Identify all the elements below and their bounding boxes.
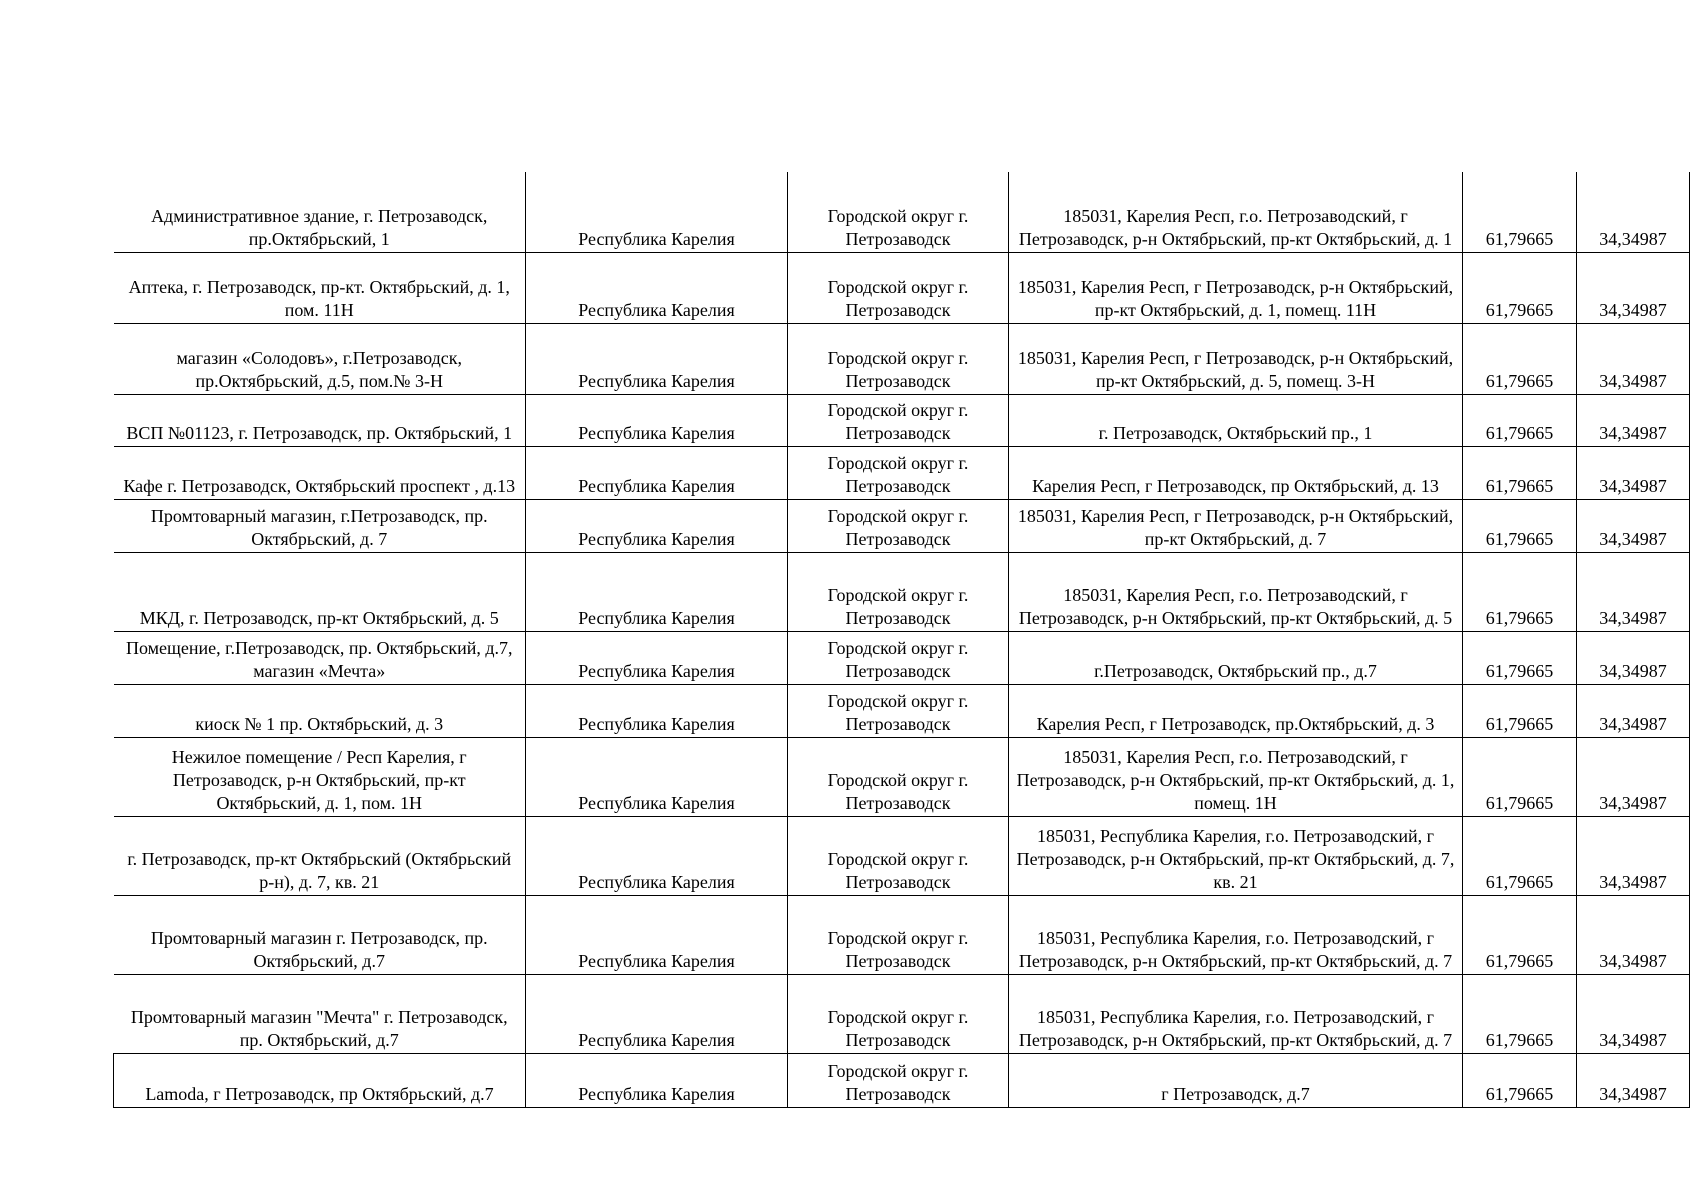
municipality-cell: Городской округ г. Петрозаводск: [788, 172, 1009, 252]
longitude-cell: 34,34987: [1577, 1053, 1690, 1107]
address-cell: 185031, Карелия Респ, г.о. Петрозаводский, г Петрозаводск, р-н Октябрьский, пр-кт Октябрьский, д. 5: [1009, 552, 1463, 631]
address-cell: г.Петрозаводск, Октябрьский пр., д.7: [1009, 631, 1463, 684]
table-row: [114, 172, 1690, 252]
longitude-cell: 34,34987: [1577, 895, 1690, 974]
latitude-cell: 61,79665: [1463, 631, 1577, 684]
municipality-cell: Городской округ г. Петрозаводск: [788, 446, 1009, 499]
municipality-cell: Городской округ г. Петрозаводск: [788, 252, 1009, 323]
longitude-cell: 34,34987: [1577, 816, 1690, 895]
longitude-cell: 34,34987: [1577, 323, 1690, 394]
address-cell: 185031, Карелия Респ, г Петрозаводск, р-н Октябрьский, пр-кт Октябрьский, д. 7: [1009, 499, 1463, 552]
municipality-cell: Городской округ г. Петрозаводск: [788, 552, 1009, 631]
longitude-cell: 34,34987: [1577, 974, 1690, 1053]
longitude-cell: 34,34987: [1577, 631, 1690, 684]
latitude-cell: 61,79665: [1463, 1053, 1577, 1107]
longitude-cell: 34,34987: [1577, 499, 1690, 552]
region-cell: Республика Карелия: [526, 1053, 788, 1107]
address-cell: г. Петрозаводск, Октябрьский пр., 1: [1009, 394, 1463, 446]
region-cell: Республика Карелия: [526, 895, 788, 974]
address-cell: 185031, Карелия Респ, г.о. Петрозаводский, г Петрозаводск, р-н Октябрьский, пр-кт Октябрьский, д. 1: [1009, 172, 1463, 252]
table-row: [114, 252, 1690, 323]
table-row: [114, 684, 1690, 737]
table-row: [114, 552, 1690, 631]
table-row: [114, 816, 1690, 895]
table-row: [114, 1053, 1690, 1107]
table-row: [114, 737, 1690, 816]
latitude-cell: 61,79665: [1463, 172, 1577, 252]
region-cell: Республика Карелия: [526, 631, 788, 684]
longitude-cell: 34,34987: [1577, 446, 1690, 499]
object-name-cell: киоск № 1 пр. Октябрьский, д. 3: [114, 684, 526, 737]
table-row: [114, 323, 1690, 394]
region-cell: Республика Карелия: [526, 684, 788, 737]
address-cell: 185031, Карелия Респ, г Петрозаводск, р-н Октябрьский, пр-кт Октябрьский, д. 1, помещ. 11Н: [1009, 252, 1463, 323]
municipality-cell: Городской округ г. Петрозаводск: [788, 684, 1009, 737]
object-name-cell: г. Петрозаводск, пр-кт Октябрьский (Октябрьский р-н), д. 7, кв. 21: [114, 816, 526, 895]
address-cell: 185031, Республика Карелия, г.о. Петрозаводский, г Петрозаводск, р-н Октябрьский, пр-кт Октябрьский, д. 7: [1009, 895, 1463, 974]
municipality-cell: Городской округ г. Петрозаводск: [788, 323, 1009, 394]
object-name-cell: МКД, г. Петрозаводск, пр-кт Октябрьский, д. 5: [114, 552, 526, 631]
object-name-cell: Аптека, г. Петрозаводск, пр-кт. Октябрьский, д. 1, пом. 11Н: [114, 252, 526, 323]
object-name-cell: магазин «Солодовъ», г.Петрозаводск, пр.Октябрьский, д.5, пом.№ 3-Н: [114, 323, 526, 394]
table-body: [114, 172, 1690, 1107]
region-cell: Республика Карелия: [526, 172, 788, 252]
municipality-cell: Городской округ г. Петрозаводск: [788, 499, 1009, 552]
address-cell: 185031, Карелия Респ, г Петрозаводск, р-н Октябрьский, пр-кт Октябрьский, д. 5, помещ. 3-Н: [1009, 323, 1463, 394]
object-name-cell: Промтоварный магазин г. Петрозаводск, пр. Октябрьский, д.7: [114, 895, 526, 974]
latitude-cell: 61,79665: [1463, 895, 1577, 974]
latitude-cell: 61,79665: [1463, 816, 1577, 895]
region-cell: Республика Карелия: [526, 816, 788, 895]
municipality-cell: Городской округ г. Петрозаводск: [788, 816, 1009, 895]
address-cell: Карелия Респ, г Петрозаводск, пр Октябрьский, д. 13: [1009, 446, 1463, 499]
object-name-cell: Нежилое помещение / Респ Карелия, г Петрозаводск, р-н Октябрьский, пр-кт Октябрьский, д. 1, пом. 1Н: [114, 737, 526, 816]
municipality-cell: Городской округ г. Петрозаводск: [788, 631, 1009, 684]
object-name-cell: Административное здание, г. Петрозаводск, пр.Октябрьский, 1: [114, 172, 526, 252]
locations-table: [113, 172, 1690, 1108]
table-row: [114, 631, 1690, 684]
table-row: [114, 974, 1690, 1053]
object-name-cell: Кафе г. Петрозаводск, Октябрьский проспект , д.13: [114, 446, 526, 499]
address-cell: 185031, Карелия Респ, г.о. Петрозаводский, г Петрозаводск, р-н Октябрьский, пр-кт Октябрьский, д. 1, помещ. 1Н: [1009, 737, 1463, 816]
table-row: [114, 499, 1690, 552]
object-name-cell: Lamoda, г Петрозаводск, пр Октябрьский, д.7: [114, 1053, 526, 1107]
latitude-cell: 61,79665: [1463, 684, 1577, 737]
municipality-cell: Городской округ г. Петрозаводск: [788, 394, 1009, 446]
object-name-cell: ВСП №01123, г. Петрозаводск, пр. Октябрьский, 1: [114, 394, 526, 446]
table-row: [114, 394, 1690, 446]
region-cell: Республика Карелия: [526, 499, 788, 552]
longitude-cell: 34,34987: [1577, 552, 1690, 631]
latitude-cell: 61,79665: [1463, 323, 1577, 394]
region-cell: Республика Карелия: [526, 737, 788, 816]
region-cell: Республика Карелия: [526, 394, 788, 446]
address-cell: г Петрозаводск, д.7: [1009, 1053, 1463, 1107]
address-cell: 185031, Республика Карелия, г.о. Петрозаводский, г Петрозаводск, р-н Октябрьский, пр-кт Октябрьский, д. 7: [1009, 974, 1463, 1053]
municipality-cell: Городской округ г. Петрозаводск: [788, 737, 1009, 816]
latitude-cell: 61,79665: [1463, 446, 1577, 499]
longitude-cell: 34,34987: [1577, 252, 1690, 323]
object-name-cell: Промтоварный магазин, г.Петрозаводск, пр. Октябрьский, д. 7: [114, 499, 526, 552]
region-cell: Республика Карелия: [526, 252, 788, 323]
latitude-cell: 61,79665: [1463, 737, 1577, 816]
latitude-cell: 61,79665: [1463, 394, 1577, 446]
object-name-cell: Помещение, г.Петрозаводск, пр. Октябрьский, д.7, магазин «Мечта»: [114, 631, 526, 684]
table-row: [114, 446, 1690, 499]
latitude-cell: 61,79665: [1463, 252, 1577, 323]
longitude-cell: 34,34987: [1577, 172, 1690, 252]
object-name-cell: Промтоварный магазин "Мечта" г. Петрозаводск, пр. Октябрьский, д.7: [114, 974, 526, 1053]
table-row: [114, 895, 1690, 974]
region-cell: Республика Карелия: [526, 974, 788, 1053]
region-cell: Республика Карелия: [526, 323, 788, 394]
address-cell: Карелия Респ, г Петрозаводск, пр.Октябрьский, д. 3: [1009, 684, 1463, 737]
region-cell: Республика Карелия: [526, 552, 788, 631]
latitude-cell: 61,79665: [1463, 499, 1577, 552]
latitude-cell: 61,79665: [1463, 552, 1577, 631]
municipality-cell: Городской округ г. Петрозаводск: [788, 1053, 1009, 1107]
region-cell: Республика Карелия: [526, 446, 788, 499]
municipality-cell: Городской округ г. Петрозаводск: [788, 895, 1009, 974]
address-cell: 185031, Республика Карелия, г.о. Петрозаводский, г Петрозаводск, р-н Октябрьский, пр-кт Октябрьский, д. 7, кв. 21: [1009, 816, 1463, 895]
longitude-cell: 34,34987: [1577, 737, 1690, 816]
longitude-cell: 34,34987: [1577, 684, 1690, 737]
latitude-cell: 61,79665: [1463, 974, 1577, 1053]
longitude-cell: 34,34987: [1577, 394, 1690, 446]
municipality-cell: Городской округ г. Петрозаводск: [788, 974, 1009, 1053]
